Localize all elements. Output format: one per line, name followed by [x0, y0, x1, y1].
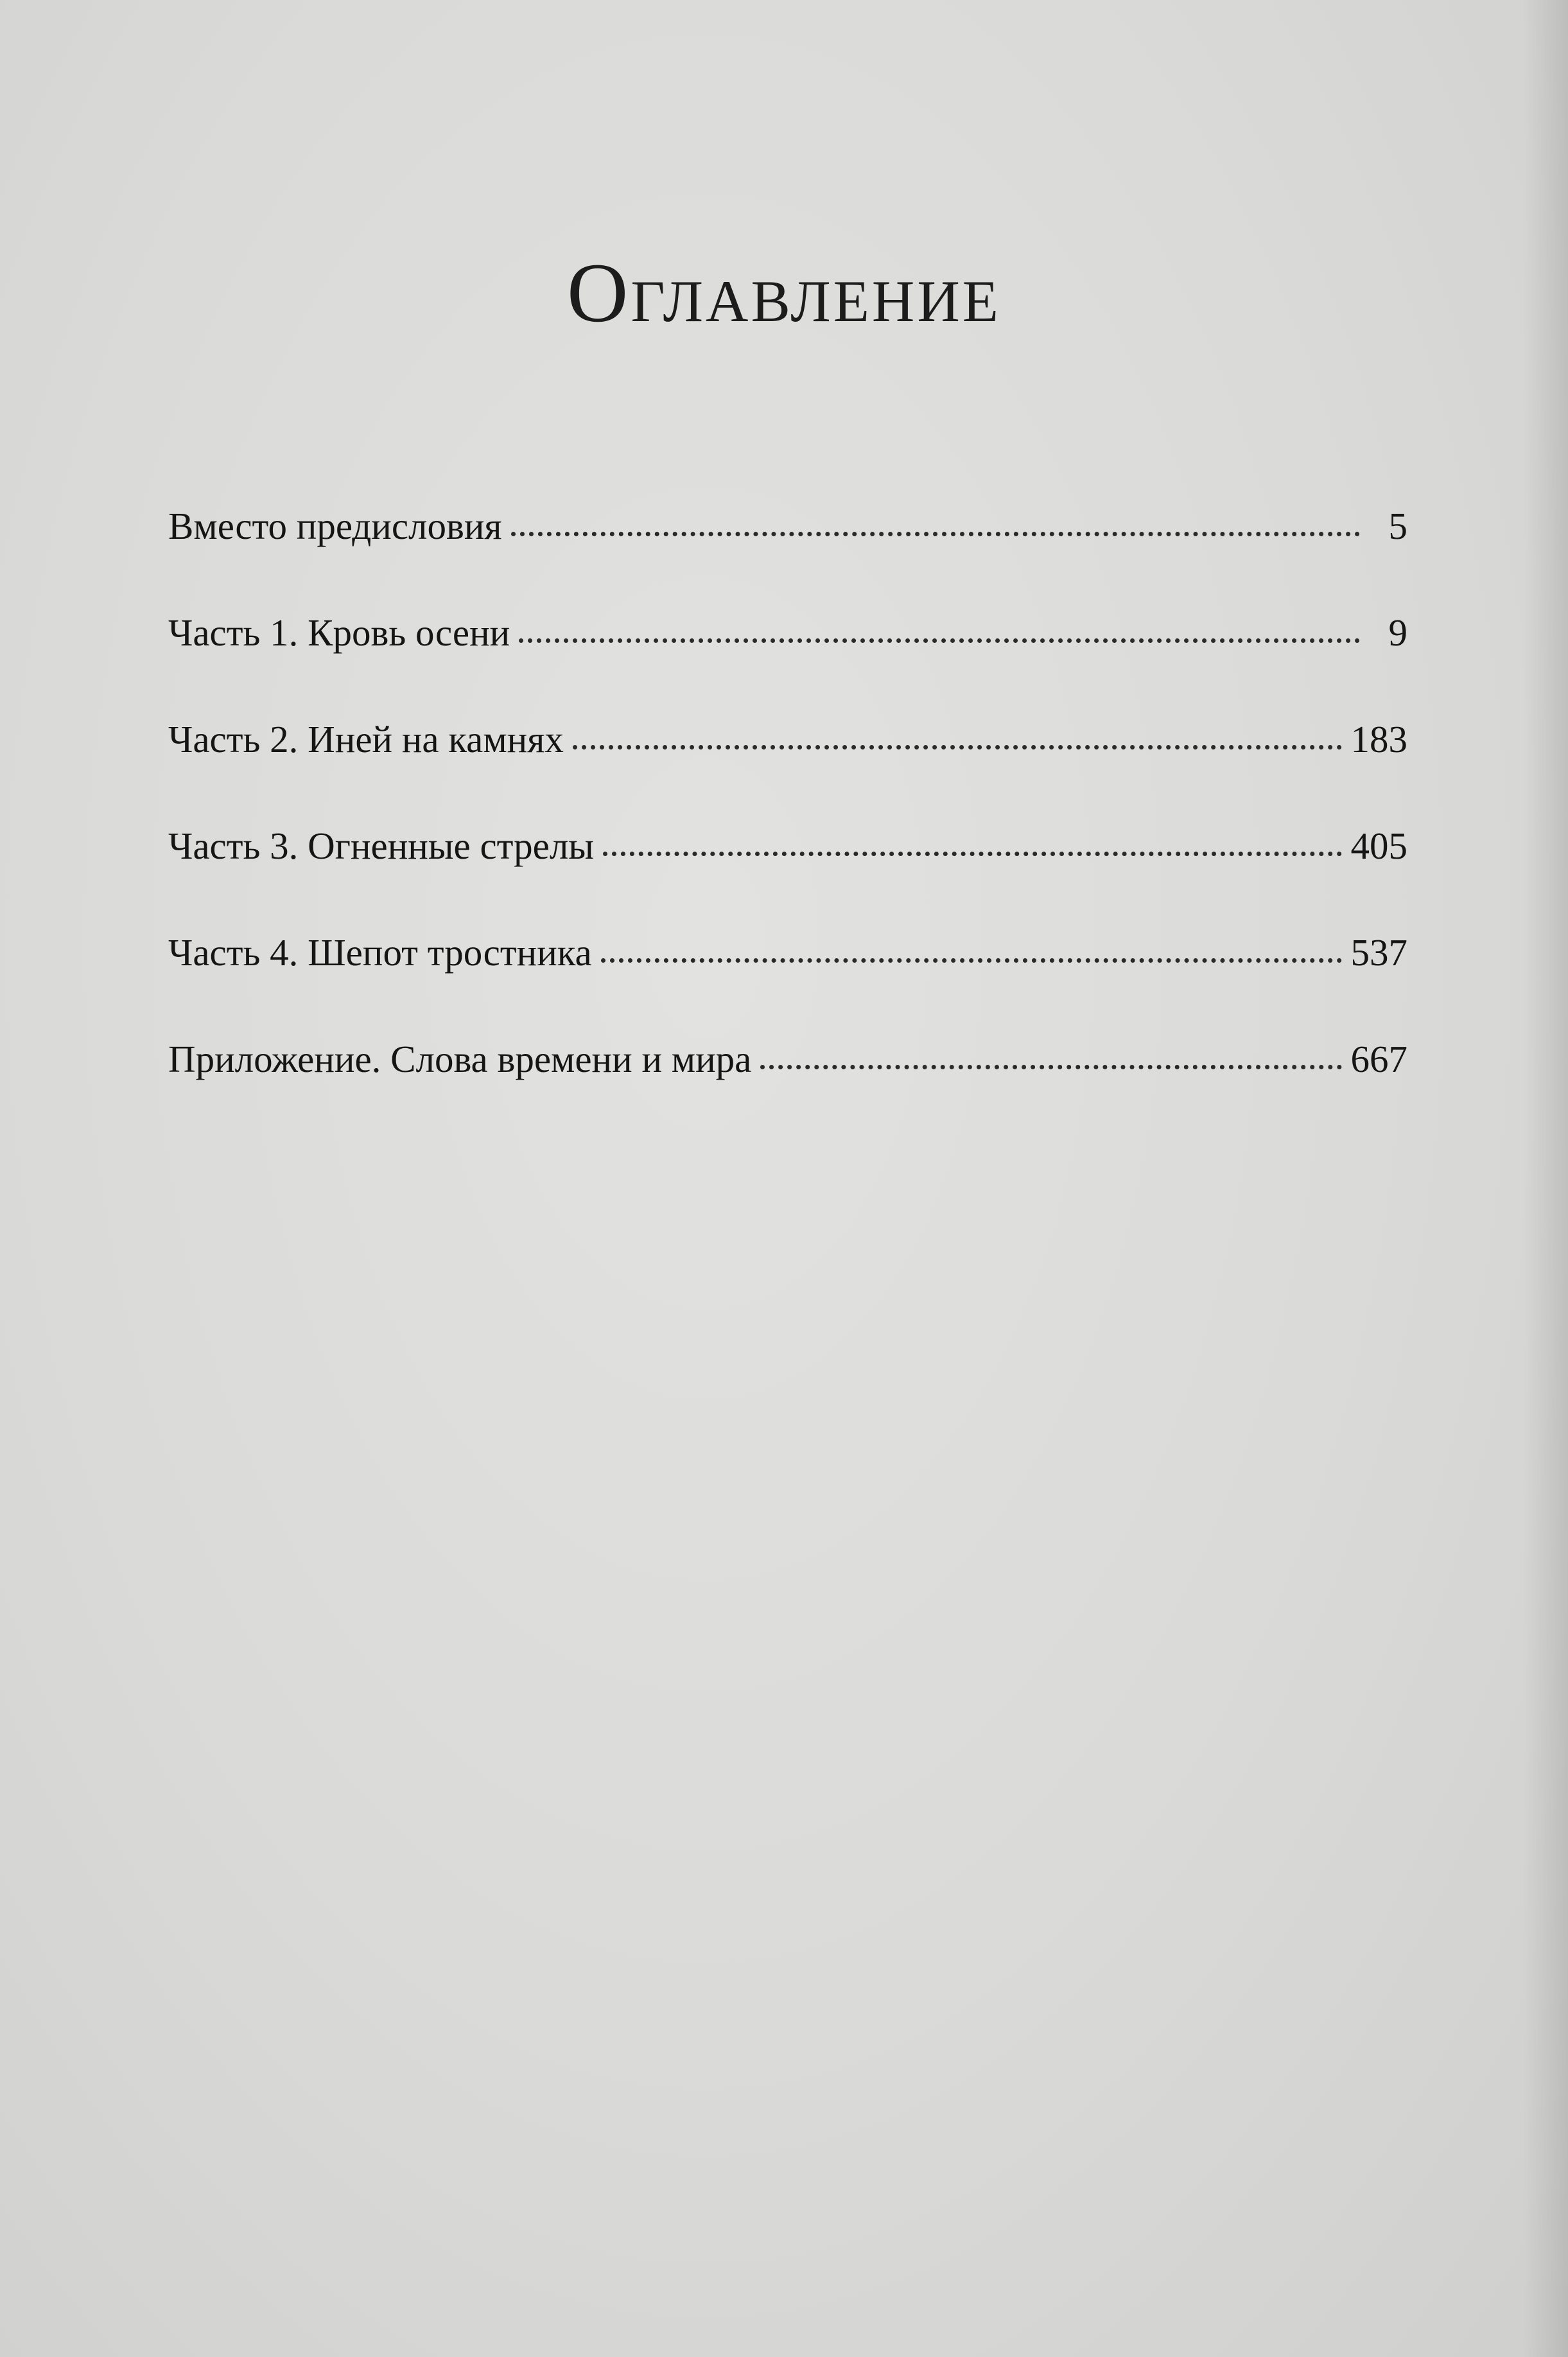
toc-entry [168, 931, 1407, 1040]
toc-entry [168, 507, 1407, 614]
dot-leader [603, 852, 1342, 856]
toc-entry-page: 9 [1388, 611, 1407, 654]
toc-entry-page: 537 [1350, 931, 1407, 974]
toc-entry-title: Часть 2. Иней на камнях [168, 718, 564, 760]
toc-entry-title: Часть 3. Огненные стрелы [168, 825, 594, 867]
toc-entry-page: 667 [1350, 1038, 1407, 1080]
toc-entry-page: 5 [1388, 505, 1407, 547]
page-edge-shadow [1523, 0, 1568, 2357]
toc-entry-page: 183 [1350, 718, 1407, 760]
dot-leader [573, 745, 1342, 749]
toc-entry-title: Часть 1. Кровь осени [168, 611, 510, 654]
toc-entry [168, 718, 1407, 827]
toc-entry-title: Часть 4. Шепот тростника [168, 931, 592, 974]
toc-entry [168, 1040, 1407, 1147]
toc-entry [168, 611, 1407, 721]
page-title: Оглавление [567, 245, 1001, 340]
toc-entry [168, 827, 1407, 934]
dot-leader [519, 638, 1360, 643]
toc-entry-page: 405 [1350, 825, 1407, 867]
toc-entry-title: Приложение. Слова времени и мира [168, 1038, 752, 1080]
toc-entry-title: Вместо предисловия [168, 505, 502, 547]
dot-leader [760, 1065, 1341, 1069]
table-of-contents [168, 507, 1407, 1147]
dot-leader [511, 532, 1360, 536]
dot-leader [601, 958, 1342, 963]
